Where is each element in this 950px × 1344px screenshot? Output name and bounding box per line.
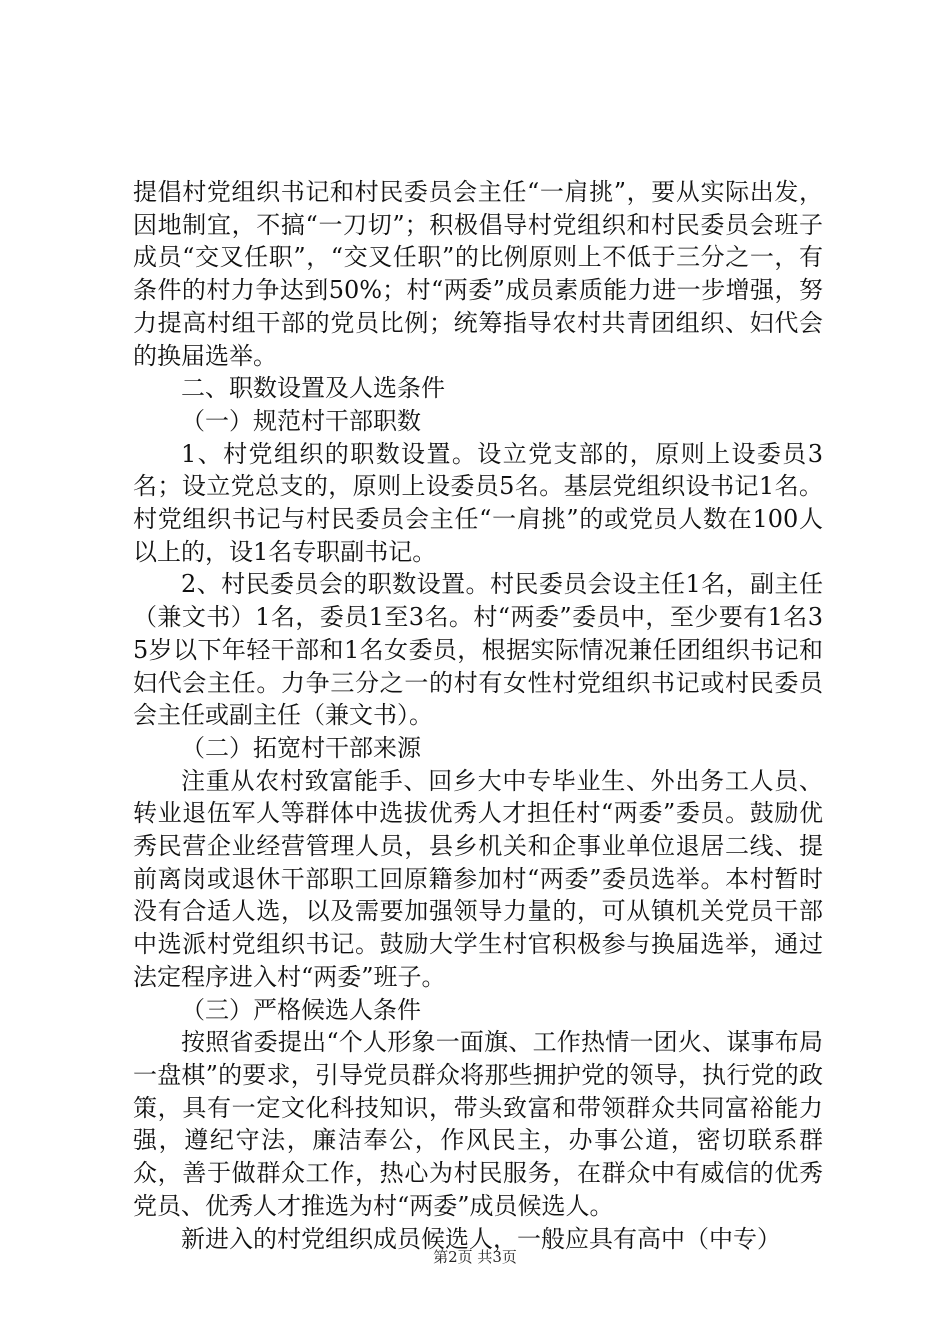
subsection-heading-2: （二）拓宽村干部来源 <box>181 733 421 762</box>
document-body <box>133 176 823 1255</box>
paragraph-continuation: 提倡村党组织书记和村民委员会主任“一肩挑”，要从实际出发，因地制宜，不搞“一刀切”；积极倡导村党组织和村民委员会班子成员“交叉任职”，“交叉任职”的比例原则上不低于三分之一，有条件的村力争达到50%；村“两委”成员素质能力进一步增强，努力提高村组干部的党员比例；统筹指导农村共青团组织、妇代会的换届选举。 <box>133 178 823 370</box>
subsection-heading-3: （三）严格候选人条件 <box>181 995 421 1024</box>
paragraph-committee-positions: 2、村民委员会的职数设置。村民委员会设主任1名，副主任（兼文书）1名，委员1至3名。村“两委”委员中，至少要有1名35岁以下年轻干部和1名女委员，根据实际情况兼任团组织书记和妇代会主任。力争三分之一的村有女性村党组织书记或村民委员会主任或副主任（兼文书）。 <box>133 570 823 730</box>
paragraph-new-candidates: 新进入的村党组织成员候选人，一般应具有高中（中专） <box>181 1224 781 1253</box>
page-number-footer: 第2页 共3页 <box>433 1248 517 1266</box>
paragraph-candidate-conditions: 按照省委提出“个人形象一面旗、工作热情一团火、谋事布局一盘棋”的要求，引导党员群众将那些拥护党的领导，执行党的政策，具有一定文化科技知识，带头致富和带领群众共同富裕能力强，遵纪守法，廉洁奉公，作风民主，办事公道，密切联系群众，善于做群众工作，热心为村民服务，在群众中有威信的优秀党员、优秀人才推选为村“两委”成员候选人。 <box>133 1028 823 1220</box>
section-heading-2: 二、职数设置及人选条件 <box>181 374 445 403</box>
paragraph-party-positions: 1、村党组织的职数设置。设立党支部的，原则上设委员3名；设立党总支的，原则上设委员5名。基层党组织设书记1名。村党组织书记与村民委员会主任“一肩挑”的或党员人数在100人以上的，设1名专职副书记。 <box>133 439 823 566</box>
paragraph-cadre-sources: 注重从农村致富能手、回乡大中专毕业生、外出务工人员、转业退伍军人等群体中选拔优秀人才担任村“两委”委员。鼓励优秀民营企业经营管理人员，县乡机关和企事业单位退居二线、提前离岗或退休干部职工回原籍参加村“两委”委员选举。本村暂时没有合适人选，以及需要加强领导力量的，可从镇机关党员干部中选派村党组织书记。鼓励大学生村官积极参与换届选举，通过法定程序进入村“两委”班子。 <box>133 766 823 991</box>
subsection-heading-1: （一）规范村干部职数 <box>181 406 421 435</box>
